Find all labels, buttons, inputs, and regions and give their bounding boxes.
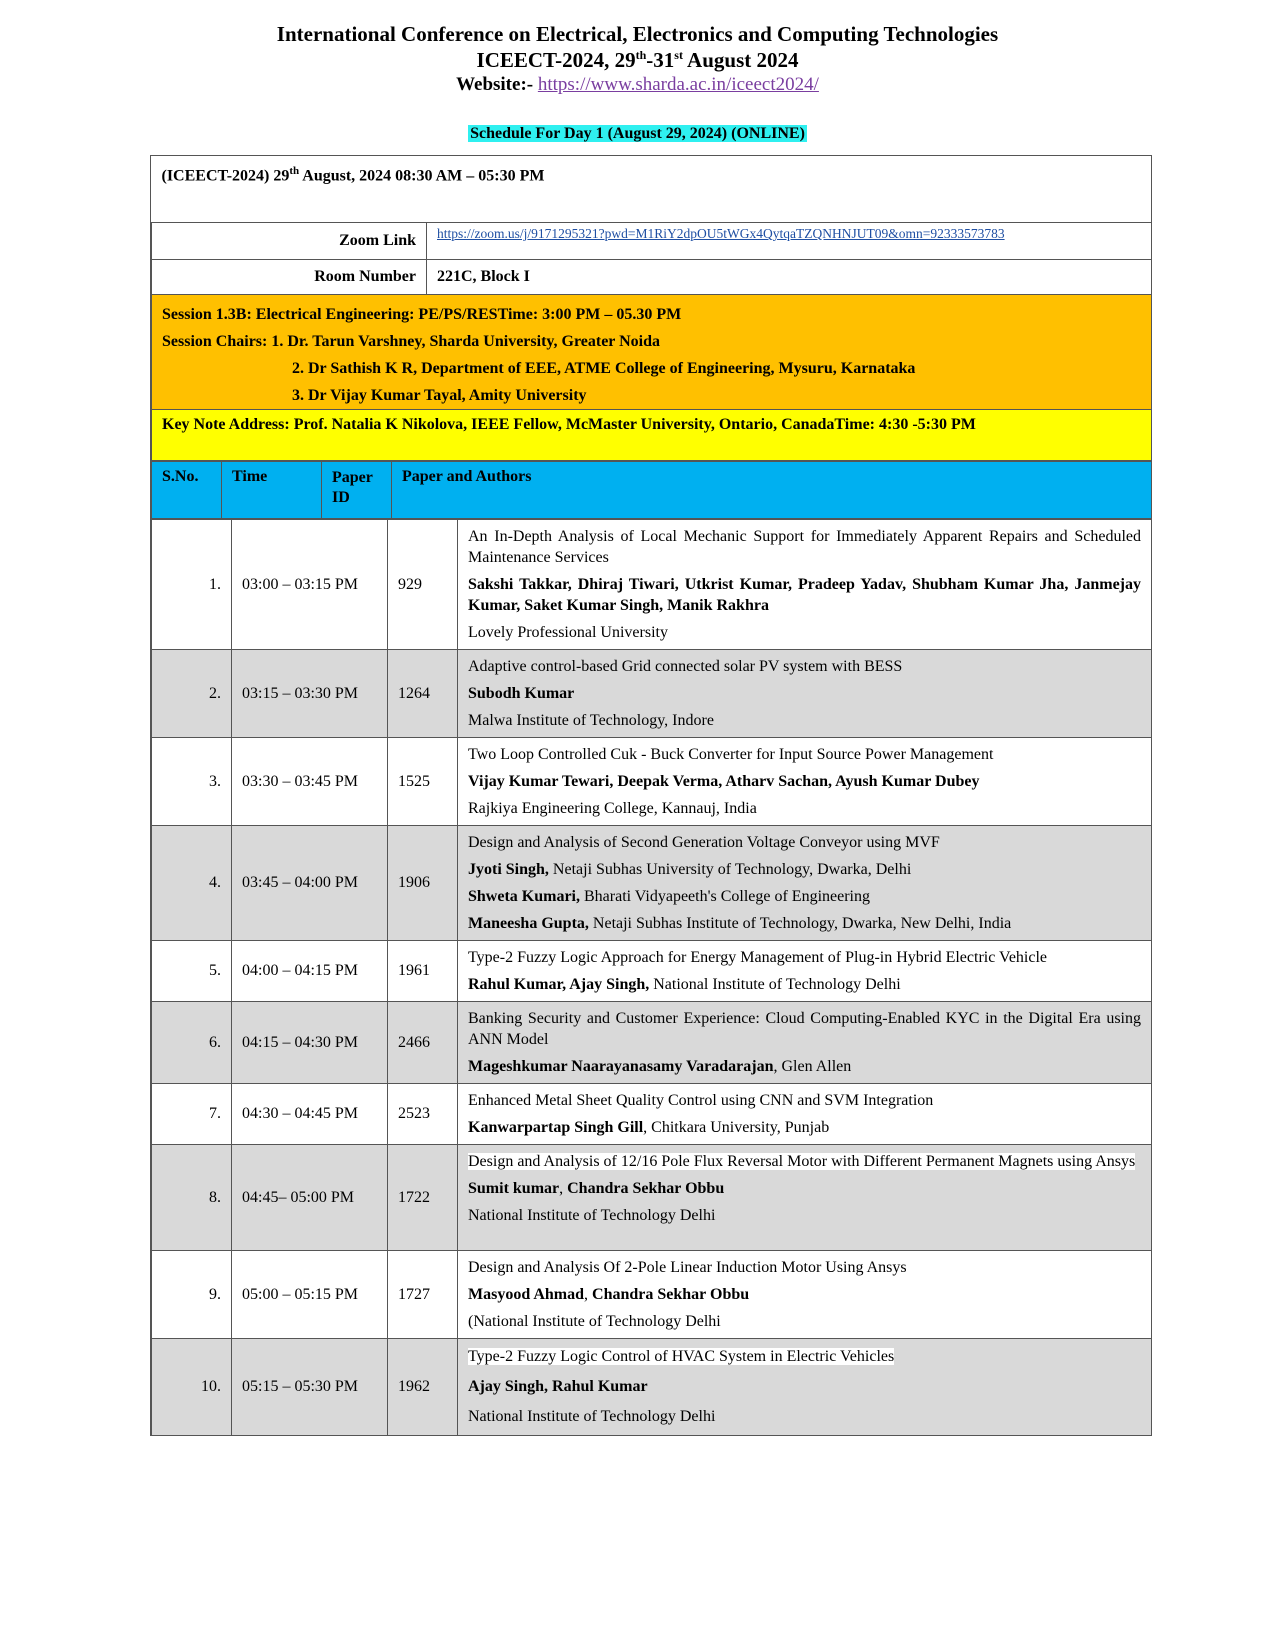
zoom-link[interactable]: https://zoom.us/j/9171295321?pwd=M1RiY2dpOU5tWGx4QytqaTZQNHNJUT09&omn=92333573783 (437, 226, 1005, 241)
schedule-table (150, 155, 1152, 1436)
paper-affiliation: Lovely Professional University (468, 624, 668, 641)
table-row: 10. 05:15 – 05:30 PM 1962 Type-2 Fuzzy Logic Control of HVAC System in Electric Vehicles Ajay Singh, Rahul Kumar National Institute of Technology Delhi (152, 1339, 1152, 1436)
website-line (0, 74, 1275, 96)
session-info (152, 295, 1152, 410)
paper-author-3: Maneesha Gupta, Netaji Subhas Institute of Technology, Dwarka, New Delhi, India (468, 915, 1012, 932)
zoom-label: Zoom Link (152, 223, 427, 260)
paper-affiliation: Rajkiya Engineering College, Kannauj, India (468, 800, 757, 817)
table-row: 3. 03:30 – 03:45 PM 1525 Two Loop Controlled Cuk - Buck Converter for Input Source Power Management Vijay Kumar Tewari, Deepak Verma, Atharv Sachan, Ayush Kumar Dubey Rajkiya Engineering College, Kannauj, India (152, 738, 1152, 826)
paper-authors: Sumit kumar, Chandra Sekhar Obbu (468, 1180, 725, 1197)
paper-author-1: Jyoti Singh, Netaji Subhas University of Technology, Dwarka, Delhi (468, 861, 912, 878)
table-row: 1. 03:00 – 03:15 PM 929 An In-Depth Analysis of Local Mechanic Support for Immediately Apparent Repairs and Scheduled Maintenance Services Sakshi Takkar, Dhiraj Tiwari, Utkrist Kumar, Pradeep Yadav, Shubham Kumar Jha, Janmejay Kumar, Saket Kumar Singh, Manik Rakhra Lovely Professional University (152, 520, 1152, 650)
paper-title: Type-2 Fuzzy Logic Approach for Energy Management of Plug-in Hybrid Electric Vehicle (468, 949, 1048, 966)
conference-title: International Conference on Electrical, Electronics and Computing Technologies (276, 22, 999, 46)
session-chair-3: 3. Dr Vijay Kumar Tayal, Amity University (292, 387, 587, 404)
table-row: 4. 03:45 – 04:00 PM 1906 Design and Analysis of Second Generation Voltage Conveyor using MVF Jyoti Singh, Netaji Subhas University of Technology, Dwarka, Delhi Shweta Kumari, Bharati Vidyapeeth's College of Engineering Maneesha Gupta, Netaji Subhas Institute of Technology, Dwarka, New Delhi, India (152, 826, 1152, 941)
room-value: 221C, Block I (427, 260, 1152, 295)
table-row: 7. 04:30 – 04:45 PM 2523 Enhanced Metal Sheet Quality Control using CNN and SVM Integration Kanwarpartap Singh Gill, Chitkara University, Punjab (152, 1084, 1152, 1145)
table-row: 9. 05:00 – 05:15 PM 1727 Design and Analysis Of 2-Pole Linear Induction Motor Using Ansys Masyood Ahmad, Chandra Sekhar Obbu (National Institute of Technology Delhi (152, 1251, 1152, 1339)
paper-title: Enhanced Metal Sheet Quality Control using CNN and SVM Integration (468, 1092, 934, 1109)
paper-authors: Ajay Singh, Rahul Kumar (468, 1378, 648, 1395)
paper-authors: Masyood Ahmad, Chandra Sekhar Obbu (468, 1286, 750, 1303)
col-sno: S.No. (152, 462, 222, 519)
col-time: Time (222, 462, 322, 519)
room-label: Room Number (152, 260, 427, 295)
table-row: 2. 03:15 – 03:30 PM 1264 Adaptive control-based Grid connected solar PV system with BESS Subodh Kumar Malwa Institute of Technology, Indore (152, 650, 1152, 738)
session-chair-2: 2. Dr Sathish K R, Department of EEE, ATME College of Engineering, Mysuru, Karnataka (292, 360, 916, 377)
paper-affiliation: National Institute of Technology Delhi (468, 1207, 716, 1224)
website-label: Website:- (456, 74, 538, 95)
table-row: 5. 04:00 – 04:15 PM 1961 Type-2 Fuzzy Logic Approach for Energy Management of Plug-in Hybrid Electric Vehicle Rahul Kumar, Ajay Singh, National Institute of Technology Delhi (152, 941, 1152, 1002)
paper-author-2: Shweta Kumari, Bharati Vidyapeeth's College of Engineering (468, 888, 870, 905)
paper-authors: Rahul Kumar, Ajay Singh, National Institute of Technology Delhi (468, 976, 901, 993)
paper-authors: Subodh Kumar (468, 685, 575, 702)
paper-title: Adaptive control-based Grid connected solar PV system with BESS (468, 658, 903, 675)
paper-title: Two Loop Controlled Cuk - Buck Converter for Input Source Power Management (468, 746, 994, 763)
table-row: 6. 04:15 – 04:30 PM 2466 Banking Security and Customer Experience: Cloud Computing-Enabled KYC in the Digital Era using ANN Model Mageshkumar Naarayanasamy Varadarajan, Glen Allen (152, 1002, 1152, 1084)
paper-affiliation: (National Institute of Technology Delhi (468, 1313, 721, 1330)
paper-title: An In-Depth Analysis of Local Mechanic Support for Immediately Apparent Repairs and Scheduled Maintenance Services (468, 528, 1141, 566)
keynote: Key Note Address: Prof. Natalia K Nikolova, IEEE Fellow, McMaster University, Ontario, CanadaTime: 4:30 -5:30 PM (152, 410, 1152, 461)
paper-authors: Mageshkumar Naarayanasamy Varadarajan, Glen Allen (468, 1058, 852, 1075)
paper-affiliation: National Institute of Technology Delhi (468, 1408, 716, 1425)
table-row: 8. 04:45– 05:00 PM 1722 Design and Analysis of 12/16 Pole Flux Reversal Motor with Different Permanent Magnets using Ansys Sumit kumar, Chandra Sekhar Obbu National Institute of Technology Delhi (152, 1145, 1152, 1251)
session-chair-1: Session Chairs: 1. Dr. Tarun Varshney, Sharda University, Greater Noida (162, 333, 661, 350)
paper-authors: Vijay Kumar Tewari, Deepak Verma, Atharv Sachan, Ayush Kumar Dubey (468, 773, 980, 790)
paper-title: Design and Analysis of 12/16 Pole Flux Reversal Motor with Different Permanent Magnets using Ansys (468, 1153, 1136, 1170)
schedule-title: Schedule For Day 1 (August 29, 2024) (ONLINE) (470, 125, 805, 142)
paper-affiliation: Malwa Institute of Technology, Indore (468, 712, 714, 729)
paper-authors: Kanwarpartap Singh Gill, Chitkara University, Punjab (468, 1119, 830, 1136)
col-paper: Paper and Authors (392, 462, 1152, 519)
paper-title: Design and Analysis of Second Generation Voltage Conveyor using MVF (468, 834, 940, 851)
website-link[interactable]: https://www.sharda.ac.in/iceect2024/ (537, 74, 819, 95)
session-title: Session 1.3B: Electrical Engineering: PE/PS/RESTime: 3:00 PM – 05.30 PM (162, 306, 682, 323)
col-paper-id: Paper ID (322, 462, 392, 519)
paper-title: Banking Security and Customer Experience: Cloud Computing-Enabled KYC in the Digital Era using ANN Model (468, 1010, 1141, 1048)
paper-title: Type-2 Fuzzy Logic Control of HVAC System in Electric Vehicles (468, 1348, 895, 1365)
session-date: (ICEECT-2024) 29th August, 2024 08:30 AM – 05:30 PM (152, 156, 1152, 223)
conference-dates: ICEECT-2024, 29th-31st August 2024 (476, 48, 799, 72)
paper-title: Design and Analysis Of 2-Pole Linear Induction Motor Using Ansys (468, 1259, 907, 1276)
paper-authors: Sakshi Takkar, Dhiraj Tiwari, Utkrist Kumar, Pradeep Yadav, Shubham Kumar Jha, Janmejay Kumar, Saket Kumar Singh, Manik Rakhra (468, 576, 1141, 614)
